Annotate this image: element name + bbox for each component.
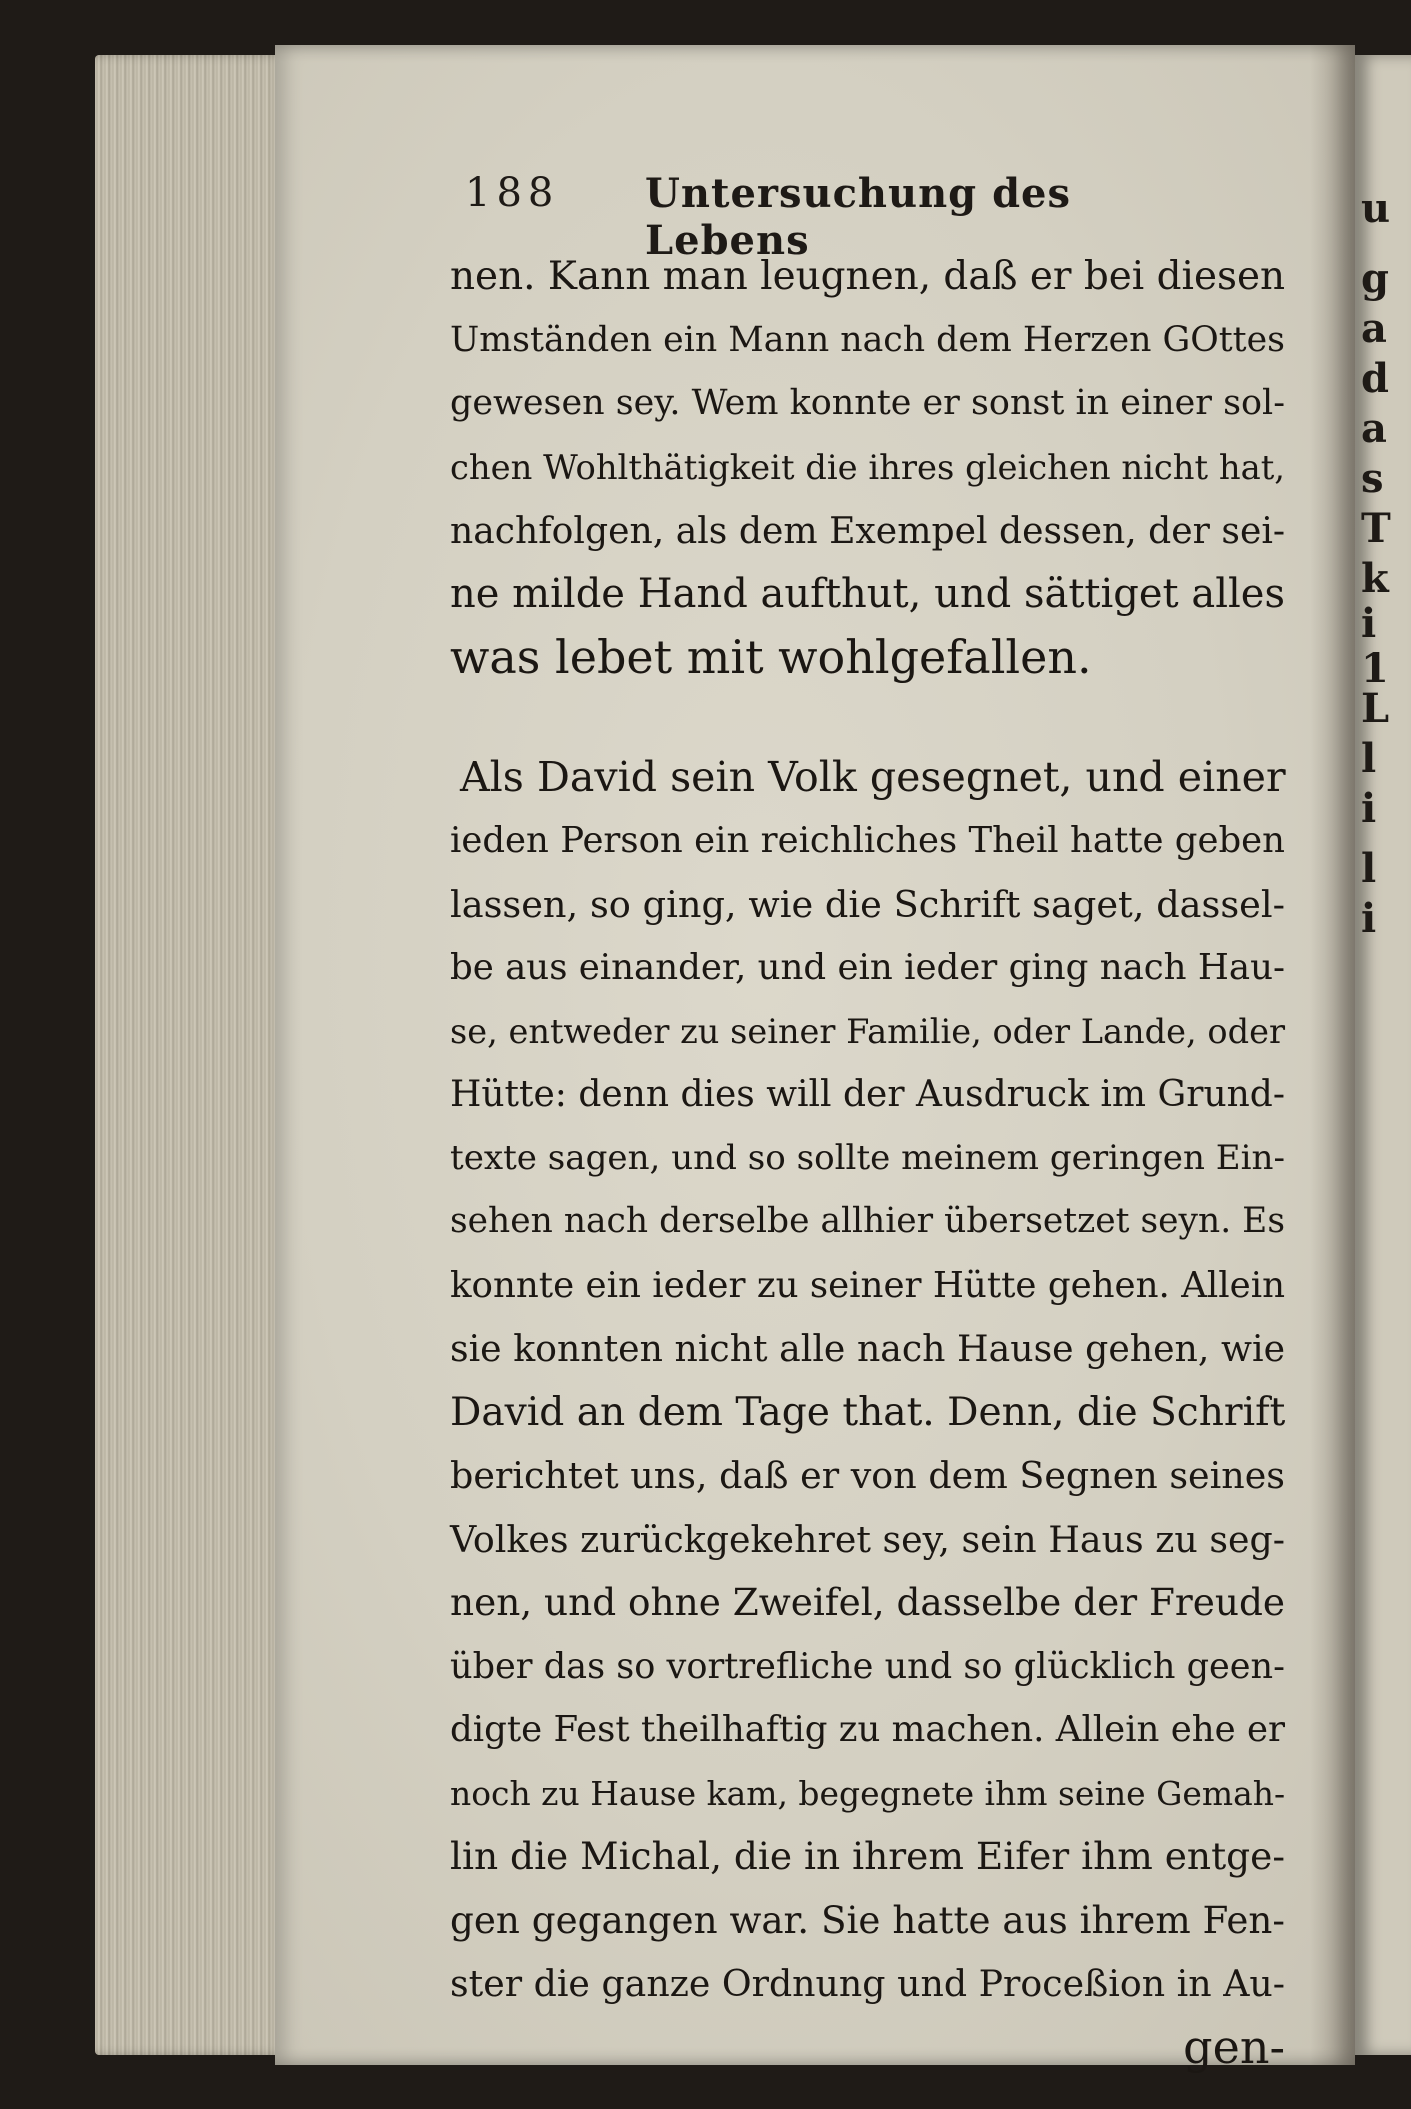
catchword: gen-: [1183, 2019, 1285, 2074]
text-line: sehen nach derselbe allhier übersetzet seyn. Es: [450, 1201, 1285, 1241]
text-line: konnte ein ieder zu seiner Hütte gehen. Allein: [450, 1264, 1285, 1306]
paragraph-2: [450, 746, 1285, 2080]
text-line: noch zu Hause kam, begegnete ihm seine Gemah-: [450, 1773, 1286, 1813]
facing-page-letter: k: [1361, 555, 1389, 602]
facing-page-letter: u: [1361, 185, 1391, 232]
text-line: be aus einander, und ein ieder ging nach Hau-: [450, 947, 1285, 988]
facing-page-letter: 1: [1361, 645, 1389, 692]
facing-page-letter: i: [1361, 895, 1377, 942]
facing-page-letter: i: [1361, 785, 1377, 832]
body-text: [450, 245, 1285, 2079]
text-line: chen Wohlthätigkeit die ihres gleichen nicht hat,: [450, 447, 1285, 487]
page-edges: [95, 55, 285, 2055]
facing-page-letter: a: [1361, 405, 1387, 452]
paragraph-break: [450, 690, 1285, 746]
text-line: Umständen ein Mann nach dem Herzen GOttes: [450, 319, 1285, 360]
facing-page-letter: i: [1361, 600, 1377, 647]
text-line: ster die ganze Ordnung und Proceßion in Au-: [450, 1962, 1286, 2005]
text-line: ne milde Hand aufthut, und sättiget alles: [450, 570, 1285, 617]
text-line: was lebet mit wohlgefallen.: [450, 630, 1092, 684]
facing-page-letter: l: [1361, 845, 1377, 892]
book-page: [275, 45, 1355, 2074]
facing-page-letter: g: [1361, 255, 1389, 302]
text-line: digte Fest theilhaftig zu machen. Allein ehe er: [450, 1709, 1285, 1750]
text-line: nen, und ohne Zweifel, dasselbe der Freude: [450, 1580, 1286, 1624]
text-line: Als David sein Volk gesegnet, und einer: [460, 752, 1286, 801]
gutter-shadow: [1310, 45, 1355, 2065]
text-line: David an dem Tage that. Denn, die Schrift: [450, 1389, 1286, 1435]
text-line: nachfolgen, als dem Exempel dessen, der sei-: [450, 509, 1286, 552]
text-line: sie konnten nicht alle nach Hause gehen, wie: [450, 1327, 1285, 1370]
text-line: lin die Michal, die in ihrem Eifer ihm entge-: [450, 1834, 1286, 1878]
text-line: texte sagen, und so sollte meinem geringen Ein-: [450, 1137, 1285, 1178]
text-line: gewesen sey. Wem konnte er sonst in einer sol-: [450, 383, 1285, 423]
text-line: lassen, so ging, wie die Schrift saget, dassel-: [450, 882, 1285, 926]
text-line: über das so vortrefliche und so glücklich geen-: [450, 1645, 1285, 1687]
text-line: nen. Kann man leugnen, daß er bei diesen: [450, 254, 1286, 299]
facing-page-letter: d: [1361, 355, 1389, 402]
text-line: Volkes zurückgekehret sey, sein Haus zu seg-: [450, 1517, 1285, 1561]
facing-page-letter: l: [1361, 735, 1377, 782]
facing-page-letter: a: [1361, 305, 1387, 352]
text-line: ieden Person ein reichliches Theil hatte geben: [450, 820, 1285, 861]
facing-page-edge: [1355, 55, 1411, 2055]
text-line: berichtet uns, daß er von dem Segnen seines: [450, 1454, 1285, 1497]
facing-page-letter: L: [1361, 685, 1390, 732]
text-line: Hütte: denn dies will der Ausdruck im Grund-: [450, 1074, 1285, 1115]
facing-page-letter: T: [1361, 505, 1391, 552]
page-number: 188: [465, 170, 560, 216]
facing-page-letter: s: [1361, 455, 1384, 502]
text-line: se, entweder zu seiner Familie, oder Lande, oder: [450, 1011, 1285, 1051]
running-title: Untersuchung des Lebens: [645, 170, 1071, 264]
paragraph-1: [450, 245, 1285, 690]
page-header: [465, 170, 1185, 264]
text-line: gen gegangen war. Sie hatte aus ihrem Fen-: [450, 1897, 1285, 1942]
